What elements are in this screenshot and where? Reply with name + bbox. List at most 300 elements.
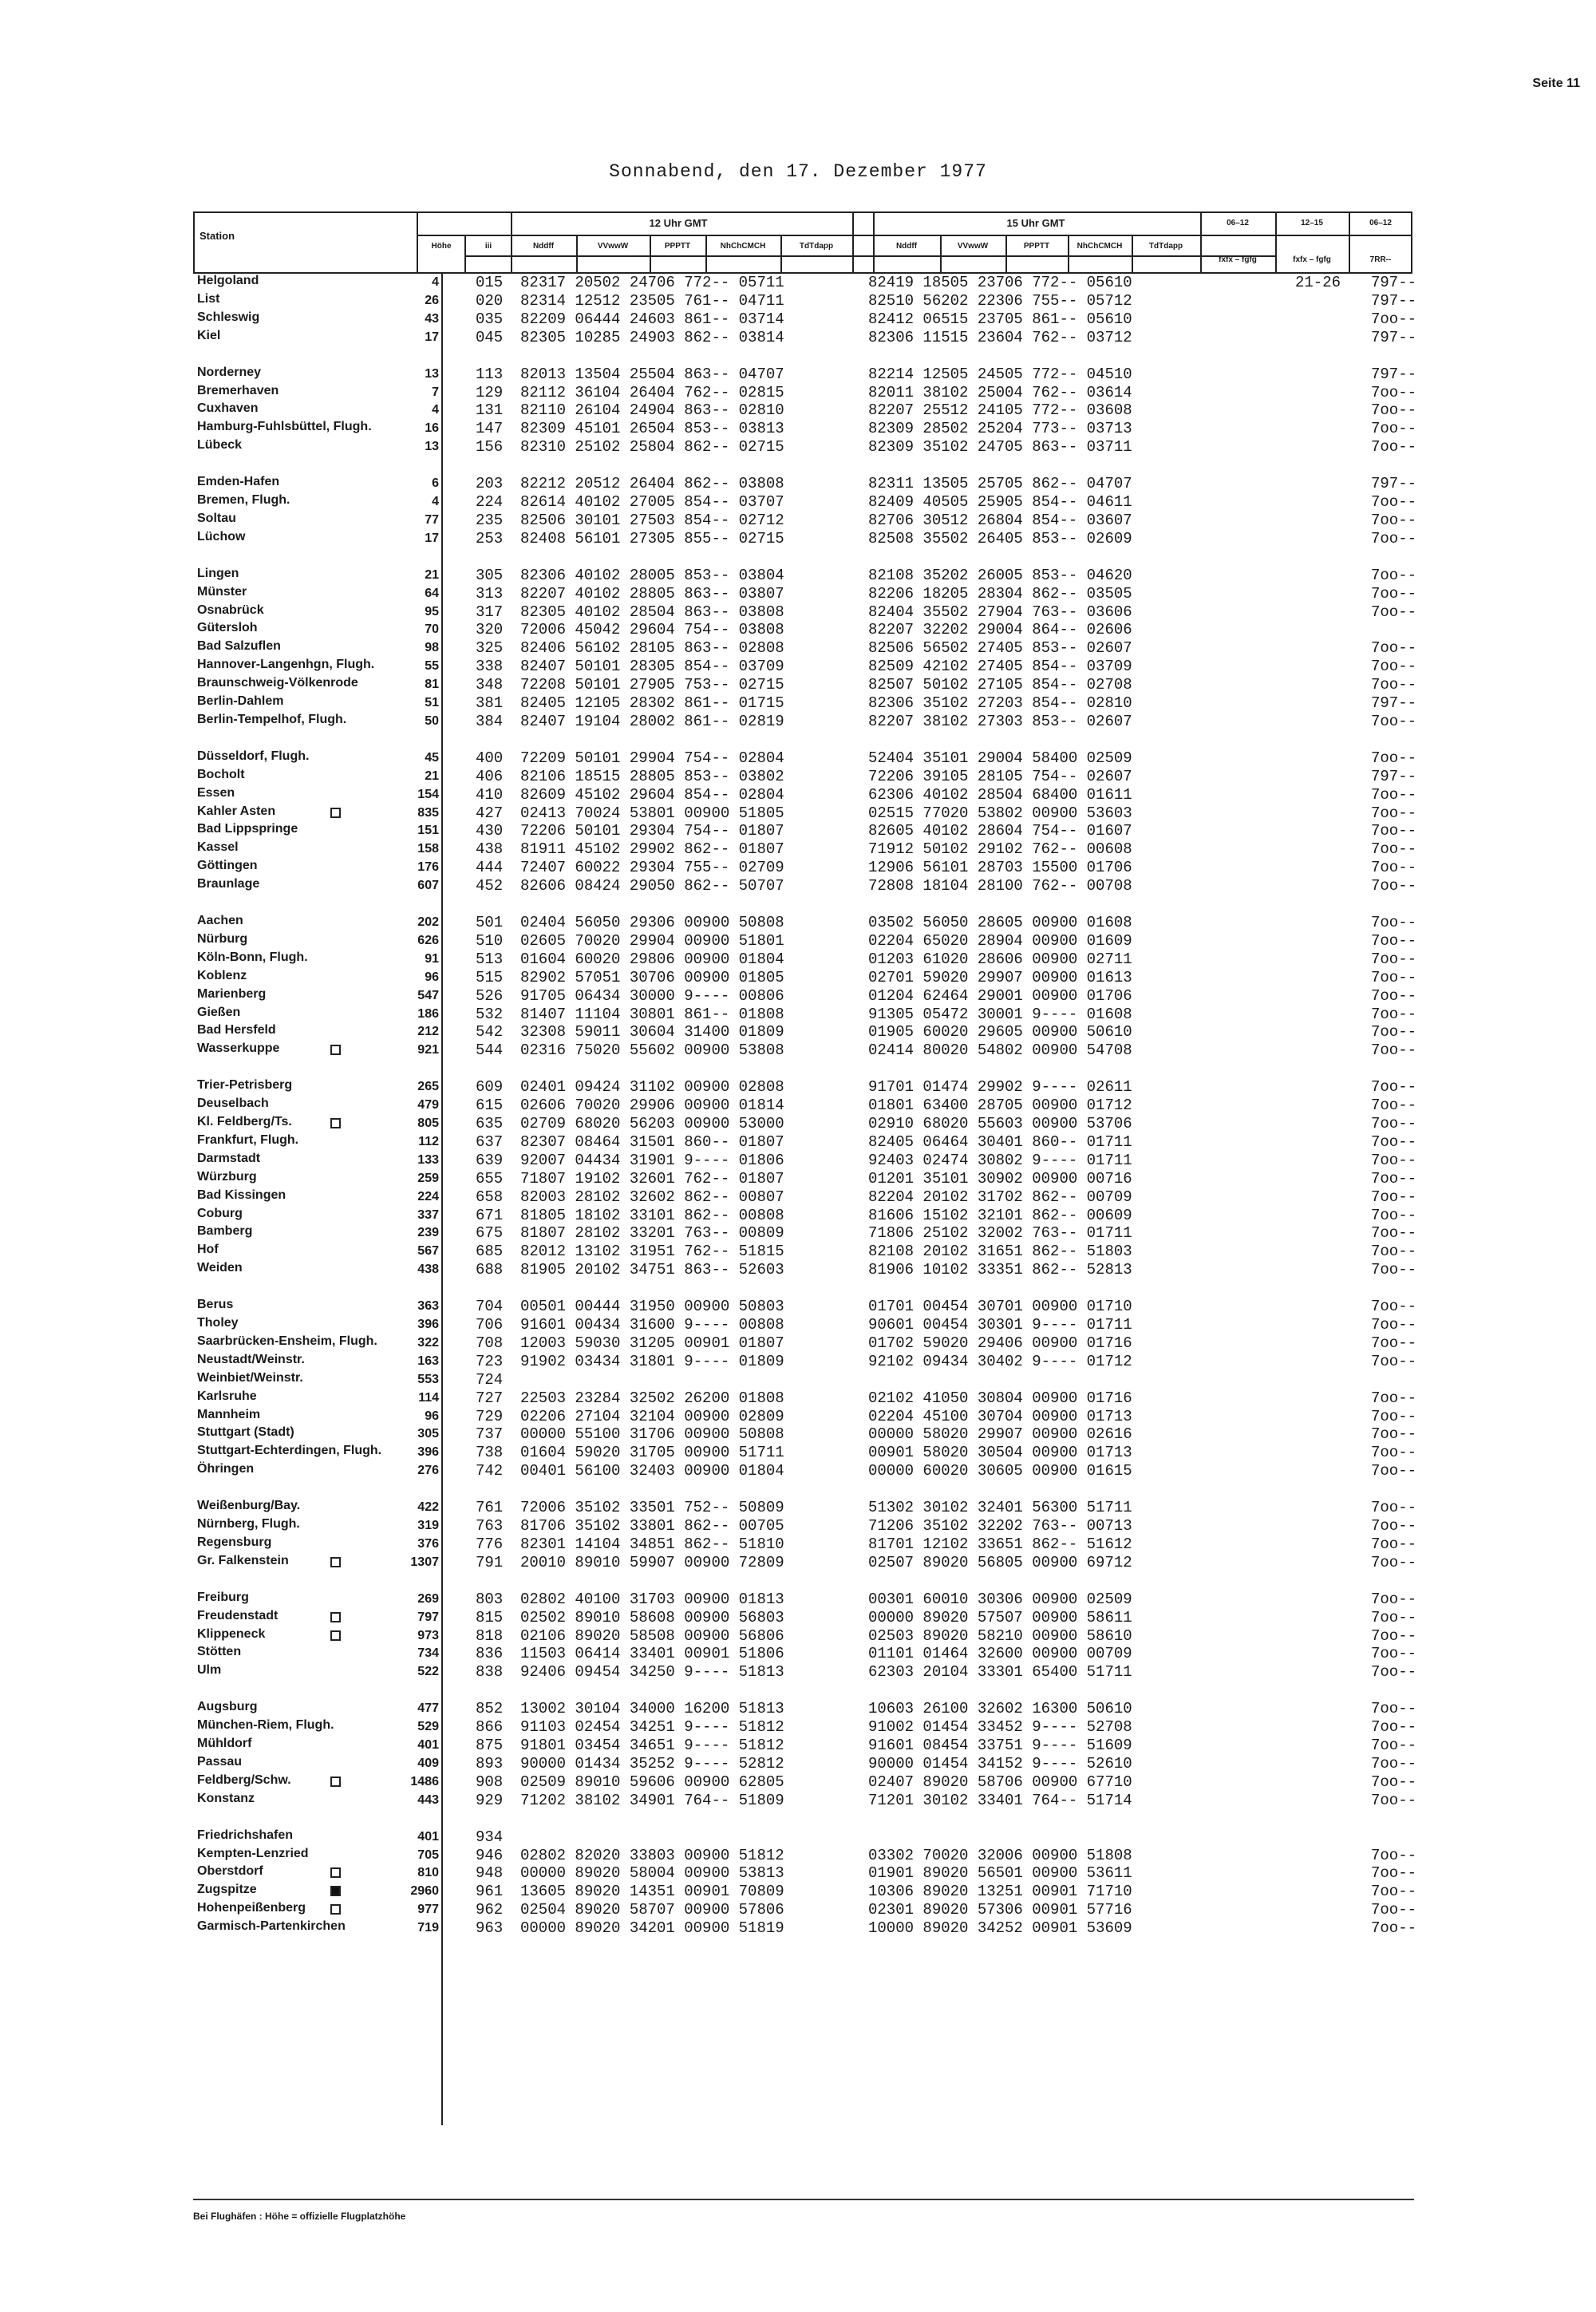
precip-code: 7oo-- (1370, 1206, 1416, 1224)
station-name: Essen (197, 785, 235, 800)
station-name: Schleswig (197, 310, 260, 324)
station-id: 742 (476, 1462, 504, 1480)
table-row (0, 1535, 1596, 1554)
precip-code: 7oo-- (1370, 676, 1416, 694)
table-row (0, 1773, 1596, 1792)
obs-15utc: 00301 60010 30306 00900 02509 (868, 1590, 1132, 1608)
station-name: Bad Hersfeld (197, 1023, 276, 1037)
precip-code: 7oo-- (1370, 401, 1416, 420)
table-row (0, 310, 1596, 329)
station-height: 154 (417, 787, 439, 801)
station-name: Lingen (197, 566, 239, 580)
table-row (0, 1864, 1596, 1883)
station-id: 235 (476, 511, 504, 529)
precip-code: 7oo-- (1370, 1115, 1416, 1132)
station-name: Weißenburg/Bay. (197, 1499, 301, 1513)
station-id: 113 (476, 365, 504, 383)
header-15-nh: NhChCMCH (1077, 242, 1123, 251)
table-row (0, 1645, 1596, 1663)
header-12-ppptt: PPPTT (664, 242, 691, 251)
station-id: 510 (476, 931, 504, 950)
station-name: Bad Kissingen (197, 1188, 286, 1202)
precip-code: 797-- (1370, 767, 1416, 785)
table-row (0, 438, 1596, 456)
table-row (0, 1444, 1596, 1462)
obs-12utc: 82314 12512 23505 761-- 04711 (520, 291, 784, 310)
obs-12utc: 72209 50101 29904 754-- 02804 (520, 749, 784, 767)
station-id: 875 (476, 1737, 504, 1754)
station-height: 265 (417, 1080, 439, 1094)
station-height: 112 (418, 1134, 439, 1148)
station-name: Coburg (197, 1206, 243, 1220)
precip-code: 7oo-- (1370, 1023, 1416, 1041)
station-name: Frankfurt, Flugh. (197, 1132, 299, 1147)
station-name: Weinbiet/Weinstr. (197, 1370, 303, 1385)
station-height: 1307 (410, 1555, 439, 1569)
station-name: Neustadt/Weinstr. (197, 1352, 305, 1366)
obs-15utc: 10603 26100 32602 16300 50610 (868, 1700, 1132, 1718)
table-row (0, 585, 1596, 603)
station-id: 609 (476, 1078, 504, 1097)
obs-15utc: 52404 35101 29004 58400 02509 (868, 749, 1132, 767)
obs-12utc: 20010 89010 59907 00900 72809 (520, 1553, 784, 1571)
station-id: 639 (476, 1151, 504, 1169)
obs-12utc: 02106 89020 58508 00900 56806 (520, 1626, 784, 1645)
station-id: 430 (476, 822, 504, 840)
station-id: 203 (476, 475, 504, 493)
precip-code: 7oo-- (1370, 603, 1416, 621)
header-sub-3: 7RR-- (1369, 255, 1392, 264)
obs-15utc: 82405 06464 30401 860-- 01711 (868, 1132, 1132, 1151)
obs-15utc: 71206 35102 32202 763-- 00713 (868, 1517, 1132, 1535)
station-id: 635 (476, 1115, 504, 1132)
station-height: 55 (425, 659, 439, 674)
obs-15utc: 10306 89020 13251 00901 71710 (868, 1883, 1132, 1901)
station-name: Weiden (197, 1261, 243, 1275)
precip-code: 7oo-- (1370, 420, 1416, 438)
header-sub-2: fxfx – fgfg (1293, 255, 1331, 264)
station-height: 114 (418, 1390, 439, 1405)
precip-code: 7oo-- (1370, 931, 1416, 950)
station-height: 91 (425, 951, 439, 966)
header-hoehe: Höhe (431, 242, 452, 251)
obs-15utc: 82108 35202 26005 853-- 04620 (868, 566, 1132, 584)
station-name: Mannheim (197, 1407, 261, 1421)
obs-15utc: 90601 00454 30301 9---- 01711 (868, 1316, 1132, 1334)
precip-code: 7oo-- (1370, 1535, 1416, 1553)
station-id: 723 (476, 1352, 504, 1370)
precip-code: 7oo-- (1370, 1645, 1416, 1663)
station-id: 761 (476, 1499, 504, 1517)
station-name: Feldberg/Schw. (197, 1773, 291, 1787)
obs-12utc: 82317 20502 24706 772-- 05711 (520, 274, 784, 291)
station-height: 133 (417, 1152, 439, 1167)
station-name: Düsseldorf, Flugh. (197, 749, 310, 763)
station-height: 409 (417, 1756, 439, 1770)
station-id: 253 (476, 529, 504, 547)
station-height: 337 (417, 1207, 439, 1222)
precip-code: 7oo-- (1370, 968, 1416, 986)
station-id: 015 (476, 274, 504, 291)
station-name: Stuttgart-Echterdingen, Flugh. (197, 1444, 382, 1458)
table-row (0, 749, 1596, 768)
obs-12utc: 02504 89020 58707 00900 57806 (520, 1901, 784, 1919)
station-id: 544 (476, 1041, 504, 1060)
obs-12utc: 72407 60022 29304 755-- 02709 (520, 859, 784, 877)
station-height: 553 (417, 1372, 439, 1386)
station-id: 338 (476, 658, 504, 676)
precip-code: 7oo-- (1370, 438, 1416, 456)
table-row (0, 1078, 1596, 1097)
station-height: 567 (417, 1244, 439, 1259)
precip-code: 7oo-- (1370, 1224, 1416, 1243)
station-id: 427 (476, 804, 504, 822)
station-name: Bremen, Flugh. (197, 493, 290, 507)
footer-divider (193, 2199, 1414, 2200)
station-name: Bad Salzuflen (197, 639, 281, 654)
obs-12utc: 02206 27104 32104 00900 02809 (520, 1407, 784, 1425)
station-height: 21 (425, 769, 439, 783)
station-name: Ulm (197, 1663, 222, 1678)
station-height: 50 (425, 713, 439, 728)
station-height: 269 (417, 1591, 439, 1606)
precip-code: 7oo-- (1370, 511, 1416, 529)
header-period-3: 06–12 (1369, 219, 1392, 227)
obs-15utc: 02204 45100 30704 00900 01713 (868, 1407, 1132, 1425)
station-name: Marienberg (197, 986, 267, 1001)
precip-code: 7oo-- (1370, 1425, 1416, 1444)
obs-15utc: 82311 13505 25705 862-- 04707 (868, 475, 1132, 493)
header-15-td: TdTdapp (1148, 242, 1183, 251)
precip-code: 7oo-- (1370, 1444, 1416, 1462)
station-name: Deuselbach (197, 1097, 269, 1111)
precip-code: 7oo-- (1370, 529, 1416, 547)
obs-15utc: 02701 59020 29907 00900 01613 (868, 968, 1132, 986)
precip-code: 7oo-- (1370, 1553, 1416, 1571)
obs-12utc: 82614 40102 27005 854-- 03707 (520, 493, 784, 511)
station-height: 51 (425, 696, 439, 709)
station-height: 224 (417, 1189, 439, 1203)
precip-code: 7oo-- (1370, 383, 1416, 401)
precip-code: 7oo-- (1370, 1407, 1416, 1425)
mountain-station-marker-icon (330, 1045, 341, 1055)
precip-code: 7oo-- (1370, 1316, 1416, 1334)
obs-12utc: 82212 20512 26404 862-- 03808 (520, 475, 784, 493)
obs-12utc: 91601 00434 31600 9---- 00808 (520, 1316, 784, 1334)
header-12-nddff: Nddff (532, 242, 555, 251)
precip-code: 7oo-- (1370, 584, 1416, 603)
precip-code: 7oo-- (1370, 1243, 1416, 1261)
station-id: 727 (476, 1389, 504, 1407)
table-row (0, 1006, 1596, 1024)
table-row (0, 914, 1596, 932)
precip-code: 7oo-- (1370, 310, 1416, 328)
station-id: 815 (476, 1608, 504, 1626)
header-gmt15: 15 Uhr GMT (1006, 217, 1065, 229)
obs-15utc: 62303 20104 33301 65400 51711 (868, 1663, 1132, 1682)
obs-12utc: 02802 40100 31703 00900 01813 (520, 1590, 784, 1608)
station-id: 908 (476, 1773, 504, 1791)
station-height: 305 (417, 1427, 439, 1441)
station-name: Tholey (197, 1316, 239, 1330)
mountain-station-marker-icon (330, 1612, 341, 1622)
station-id: 147 (476, 420, 504, 438)
mountain-station-marker-icon (330, 1904, 341, 1915)
obs-12utc: 90000 01434 35252 9---- 52812 (520, 1754, 784, 1773)
obs-12utc: 92007 04434 31901 9---- 01806 (520, 1151, 784, 1169)
obs-12utc: 82305 10285 24903 862-- 03814 (520, 328, 784, 346)
obs-15utc: 92403 02474 30802 9---- 01711 (868, 1151, 1132, 1169)
table-row (0, 1133, 1596, 1152)
station-id: 671 (476, 1206, 504, 1224)
station-height: 626 (417, 933, 439, 947)
obs-12utc: 81805 18102 33101 862-- 00808 (520, 1206, 784, 1224)
table-row (0, 950, 1596, 969)
table-row (0, 384, 1596, 402)
header-15-vvwww: VVwwW (957, 242, 989, 251)
station-id: 637 (476, 1132, 504, 1151)
station-id: 406 (476, 767, 504, 785)
station-id: 675 (476, 1224, 504, 1243)
obs-15utc: 82508 35502 26405 853-- 02609 (868, 529, 1132, 547)
obs-12utc: 91801 03454 34651 9---- 51812 (520, 1737, 784, 1754)
precip-code: 7oo-- (1370, 1901, 1416, 1919)
obs-12utc: 00401 56100 32403 00900 01804 (520, 1462, 784, 1480)
precip-code: 7oo-- (1370, 1499, 1416, 1517)
table-row (0, 475, 1596, 493)
precip-code: 7oo-- (1370, 1041, 1416, 1060)
precip-code: 7oo-- (1370, 1663, 1416, 1682)
station-name: Mühldorf (197, 1737, 252, 1750)
table-row (0, 1207, 1596, 1225)
station-height: 96 (425, 970, 439, 984)
precip-code: 7oo-- (1370, 1608, 1416, 1626)
obs-12utc: 02401 09424 31102 00900 02808 (520, 1078, 784, 1097)
station-height: 401 (417, 1829, 439, 1844)
obs-12utc: 82309 45101 26504 853-- 03813 (520, 420, 784, 438)
precip-code: 7oo-- (1370, 840, 1416, 859)
station-height: 95 (425, 604, 439, 619)
station-id: 348 (476, 676, 504, 694)
header-sub-1: fxfx – fgfg (1219, 255, 1257, 264)
precip-code: 7oo-- (1370, 1334, 1416, 1352)
table-row (0, 1389, 1596, 1408)
obs-15utc: 91701 01474 29902 9---- 02611 (868, 1078, 1132, 1097)
obs-12utc: 82110 26104 24904 863-- 02810 (520, 401, 784, 420)
precip-code: 7oo-- (1370, 1462, 1416, 1480)
station-name: List (197, 291, 220, 306)
obs-15utc: 82214 12505 24505 772-- 04510 (868, 365, 1132, 383)
station-height: 835 (417, 805, 439, 820)
table-row (0, 567, 1596, 585)
obs-12utc: 91103 02454 34251 9---- 51812 (520, 1718, 784, 1737)
table-row (0, 1353, 1596, 1371)
station-name: Lübeck (197, 438, 243, 453)
precip-code: 797-- (1370, 291, 1416, 310)
station-name: Berus (197, 1298, 234, 1312)
station-height: 719 (417, 1921, 439, 1935)
station-name: Norderney (197, 365, 262, 379)
obs-15utc: 71201 30102 33401 764-- 51714 (868, 1791, 1132, 1809)
obs-12utc: 13605 89020 14351 00901 70809 (520, 1883, 784, 1901)
precip-code: 7oo-- (1370, 859, 1416, 877)
station-id: 763 (476, 1517, 504, 1535)
obs-15utc: 00000 89020 57507 00900 58611 (868, 1608, 1132, 1626)
table-row (0, 1334, 1596, 1353)
station-name: Klippeneck (197, 1626, 266, 1641)
station-name: Wasserkuppe (197, 1041, 280, 1056)
station-name: Bocholt (197, 767, 245, 781)
table-row (0, 804, 1596, 823)
obs-12utc: 82406 56102 28105 863-- 02808 (520, 639, 784, 658)
station-height: 805 (417, 1116, 439, 1130)
station-height: 151 (417, 824, 439, 838)
station-name: Kassel (197, 840, 239, 855)
table-row (0, 603, 1596, 622)
station-name: Lüchow (197, 529, 246, 543)
obs-12utc: 01604 60020 29806 00900 01804 (520, 950, 784, 968)
obs-15utc: 91002 01454 33452 9---- 52708 (868, 1718, 1132, 1737)
header-12-nh: NhChCMCH (720, 242, 766, 251)
obs-15utc: 82206 18205 28304 862-- 03505 (868, 584, 1132, 603)
station-name: Kiel (197, 328, 221, 342)
table-row (0, 1718, 1596, 1737)
station-height: 202 (417, 915, 439, 929)
precip-code: 7oo-- (1370, 785, 1416, 804)
station-height: 363 (417, 1299, 439, 1314)
obs-12utc: 72006 35102 33501 752-- 50809 (520, 1499, 784, 1517)
obs-12utc: 81706 35102 33801 862-- 00705 (520, 1517, 784, 1535)
obs-15utc: 82207 32202 29004 864-- 02606 (868, 621, 1132, 639)
station-id: 515 (476, 968, 504, 986)
station-name: Bamberg (197, 1224, 253, 1239)
precip-code: 7oo-- (1370, 1754, 1416, 1773)
header-station: Station (200, 230, 235, 242)
table-row (0, 512, 1596, 530)
precip-code: 797-- (1370, 274, 1416, 291)
table-row (0, 1316, 1596, 1334)
station-height: 921 (417, 1043, 439, 1057)
table-row (0, 1883, 1596, 1901)
precip-code: 7oo-- (1370, 986, 1416, 1005)
precip-code: 797-- (1370, 694, 1416, 712)
table-row (0, 1170, 1596, 1188)
table-row (0, 676, 1596, 694)
station-name: Gr. Falkenstein (197, 1553, 289, 1567)
station-height: 17 (425, 330, 439, 344)
station-height: 26 (425, 293, 439, 307)
precip-code: 7oo-- (1370, 1718, 1416, 1737)
obs-12utc: 00000 55100 31706 00900 50808 (520, 1425, 784, 1444)
obs-12utc: 82305 40102 28504 863-- 03808 (520, 603, 784, 621)
obs-15utc: 51302 30102 32401 56300 51711 (868, 1499, 1132, 1517)
station-name: Hamburg-Fuhlsbüttel, Flugh. (197, 420, 372, 434)
precip-code: 7oo-- (1370, 1737, 1416, 1754)
table-row (0, 1847, 1596, 1865)
obs-12utc: 00000 89020 34201 00900 51819 (520, 1919, 784, 1938)
station-id: 513 (476, 950, 504, 968)
station-id: 381 (476, 694, 504, 712)
table-row (0, 1023, 1596, 1041)
station-id: 852 (476, 1700, 504, 1718)
table-row (0, 1737, 1596, 1755)
station-id: 803 (476, 1590, 504, 1608)
precip-code: 7oo-- (1370, 493, 1416, 511)
obs-12utc: 71807 19102 32601 762-- 01807 (520, 1169, 784, 1188)
table-row (0, 1408, 1596, 1426)
station-height: 81 (425, 678, 439, 692)
station-height: 21 (425, 567, 439, 582)
obs-12utc: 02802 82020 33803 00900 51812 (520, 1846, 784, 1864)
table-row (0, 274, 1596, 292)
table-row (0, 1609, 1596, 1627)
obs-15utc: 03502 56050 28605 00900 01608 (868, 914, 1132, 931)
obs-12utc: 82301 14104 34851 862-- 51810 (520, 1535, 784, 1553)
table-row (0, 1591, 1596, 1609)
precip-code: 7oo-- (1370, 712, 1416, 730)
obs-12utc: 82506 30101 27503 854-- 02712 (520, 511, 784, 529)
station-id: 948 (476, 1864, 504, 1883)
station-id: 776 (476, 1535, 504, 1553)
station-height: 422 (417, 1500, 439, 1515)
obs-12utc: 81911 45102 29902 862-- 01807 (520, 840, 784, 859)
page-number: Seite 11 (1532, 77, 1580, 90)
obs-15utc: 82506 56502 27405 853-- 02607 (868, 639, 1132, 658)
obs-15utc: 01901 89020 56501 00900 53611 (868, 1864, 1132, 1883)
station-height: 70 (425, 622, 439, 637)
obs-12utc: 82012 13102 31951 762-- 51815 (520, 1243, 784, 1261)
station-name: Zugspitze (197, 1883, 257, 1897)
table-row (0, 366, 1596, 384)
station-height: 64 (425, 586, 439, 600)
precip-code: 7oo-- (1370, 1261, 1416, 1279)
station-id: 738 (476, 1444, 504, 1462)
station-id: 729 (476, 1407, 504, 1425)
station-name: Darmstadt (197, 1151, 261, 1165)
obs-12utc: 01604 59020 31705 00900 51711 (520, 1444, 784, 1462)
obs-15utc: 82306 11515 23604 762-- 03712 (868, 328, 1132, 346)
station-height: 396 (417, 1318, 439, 1331)
precip-code: 797-- (1370, 475, 1416, 493)
station-id: 129 (476, 383, 504, 401)
station-id: 317 (476, 603, 504, 621)
station-height: 276 (417, 1464, 439, 1478)
table-row (0, 329, 1596, 347)
obs-15utc: 82207 25512 24105 772-- 03608 (868, 401, 1132, 420)
station-name: Freudenstadt (197, 1608, 279, 1622)
table-row (0, 658, 1596, 676)
station-height: 797 (417, 1610, 439, 1624)
obs-12utc: 82013 13504 25504 863-- 04707 (520, 365, 784, 383)
station-id: 501 (476, 914, 504, 931)
table-row (0, 1901, 1596, 1919)
station-name: Trier-Petrisberg (197, 1078, 293, 1093)
station-name: Stuttgart (Stadt) (197, 1425, 294, 1440)
header-12-vvwww: VVwwW (597, 242, 629, 251)
obs-12utc: 82606 08424 29050 862-- 50707 (520, 877, 784, 895)
station-height: 96 (425, 1409, 439, 1423)
precip-code: 7oo-- (1370, 1097, 1416, 1115)
station-name: Friedrichshafen (197, 1828, 294, 1842)
station-height: 176 (417, 860, 439, 875)
obs-15utc: 82507 50102 27105 854-- 02708 (868, 676, 1132, 694)
obs-15utc: 00000 58020 29907 00900 02616 (868, 1425, 1132, 1444)
obs-12utc: 22503 23284 32502 26200 01808 (520, 1389, 784, 1407)
obs-12utc: 72006 45042 29604 754-- 03808 (520, 621, 784, 639)
table-row (0, 822, 1596, 840)
obs-15utc: 12906 56101 28703 15500 01706 (868, 859, 1132, 877)
station-name: Freiburg (197, 1590, 249, 1604)
